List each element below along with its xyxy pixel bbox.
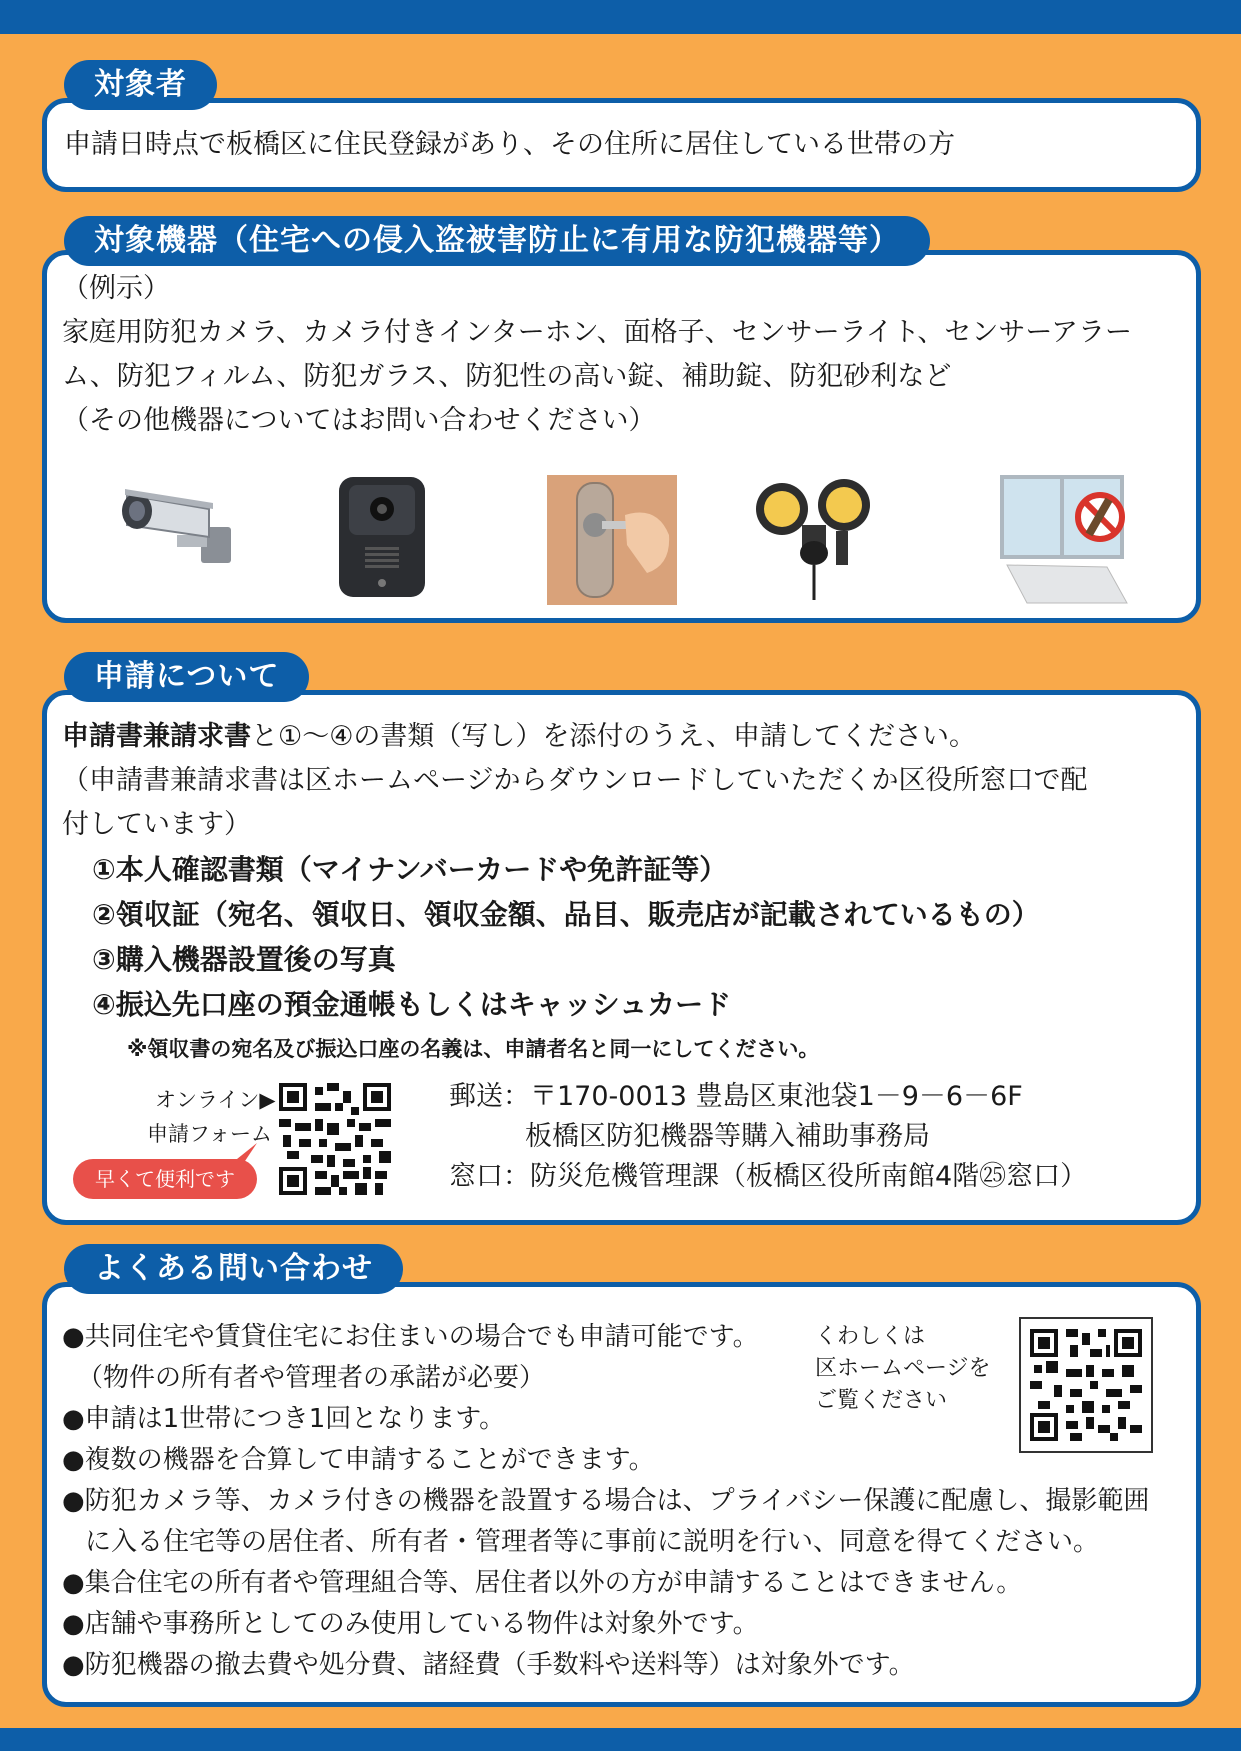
faq-line-7: ●集合住宅の所有者や管理組合等、居住者以外の方が申請することはできません。 [62,1568,1023,1598]
sensor-light-image [752,475,882,605]
online-form-qr-code[interactable] [279,1083,391,1195]
apply-intro-bold: 申請書兼請求書 [62,721,251,752]
target-box [42,98,1201,192]
devices-list-line1: 家庭用防犯カメラ、カメラ付きインターホン、面格子、センサーライト、センサーアラー [62,317,1133,348]
homepage-qr-frame [1019,1317,1153,1453]
apply-title: 申請について [64,652,309,702]
devices-title: 対象機器（住宅への侵入盗被害防止に有用な防犯機器等） [64,216,930,266]
doc-item-3: ③購入機器設置後の写真 [92,943,396,976]
window-film-image [997,475,1137,610]
bottom-bar [0,1728,1241,1751]
faq-line-4: ●複数の機器を合算して申請することができます。 [62,1445,655,1475]
faq-line-2: （物件の所有者や管理者の承諾が必要） [77,1363,546,1393]
mail-address-1: 〒170-0013 豊島区東池袋1－9－6－6F [530,1081,1023,1112]
online-label-line1[interactable]: オンライン▶ [155,1088,276,1112]
devices-list-line2: ム、防犯フィルム、防犯ガラス、防犯性の高い錠、補助錠、防犯砂利など [62,361,952,392]
speech-bubble-tail [227,1143,257,1167]
apply-intro-rest: と①～④の書類（写し）を添付のうえ、申請してください。 [251,721,977,752]
faq-title: よくある問い合わせ [64,1244,403,1294]
target-title: 対象者 [64,60,217,110]
speech-bubble: 早くて便利です [73,1159,257,1199]
window-row [449,1157,1087,1197]
devices-note: （その他機器についてはお問い合わせください） [62,405,656,436]
target-text: 申請日時点で板橋区に住民登録があり、その住所に居住している世帯の方 [64,129,955,160]
mail-label: 郵送： [449,1081,530,1112]
doc-item-4: ④振込先口座の預金通帳もしくはキャッシュカード [92,988,732,1021]
window-label: 窓口： [449,1161,530,1192]
faq-line-6: に入る住宅等の居住者、所有者・管理者等に事前に説明を行い、同意を得てください。 [85,1527,1100,1557]
homepage-qr-code[interactable] [1030,1329,1142,1441]
apply-note-line1: （申請書兼請求書は区ホームページからダウンロードしていただくか区役所窓口で配 [62,765,1088,796]
top-bar [0,0,1241,34]
apply-caution: ※領収書の宛名及び振込口座の名義は、申請者名と同一にしてください。 [127,1037,820,1061]
apply-note-line2: 付しています） [62,809,251,840]
mail-address-2: 板橋区防犯機器等購入補助事務局 [525,1121,930,1152]
more-info-line2: 区ホームページを [815,1356,991,1381]
faq-line-5: ●防犯カメラ等、カメラ付きの機器を設置する場合は、プライバシー保護に配慮し、撮影範囲 [62,1486,1150,1516]
faq-box [42,1282,1201,1707]
mail-row [449,1077,1023,1117]
camera-intercom-image [337,475,427,600]
door-lock-key-image [547,475,677,605]
doc-item-2: ②領収証（宛名、領収日、領収金額、品目、販売店が記載されているもの） [92,898,1040,931]
doc-item-1: ①本人確認書類（マイナンバーカードや免許証等） [92,853,728,886]
apply-intro [62,715,976,759]
devices-box [42,250,1201,623]
window-text: 防災危機管理課（板橋区役所南館4階㉕窓口） [530,1161,1088,1192]
faq-line-8: ●店舗や事務所としてのみ使用している物件は対象外です。 [62,1609,759,1639]
faq-line-9: ●防犯機器の撤去費や処分費、諸経費（手数料や送料等）は対象外です。 [62,1650,915,1680]
security-camera-image [117,475,237,585]
more-info-line3: ご覧ください [815,1388,948,1413]
example-label: （例示） [62,273,170,304]
apply-box [42,690,1201,1225]
faq-line-3: ●申請は1世帯につき1回となります。 [62,1404,506,1434]
faq-line-1: ●共同住宅や賃貸住宅にお住まいの場合でも申請可能です。 [62,1322,759,1352]
more-info-line1: くわしくは [815,1324,926,1349]
online-label-line2[interactable]: 申請フォーム [147,1122,272,1146]
